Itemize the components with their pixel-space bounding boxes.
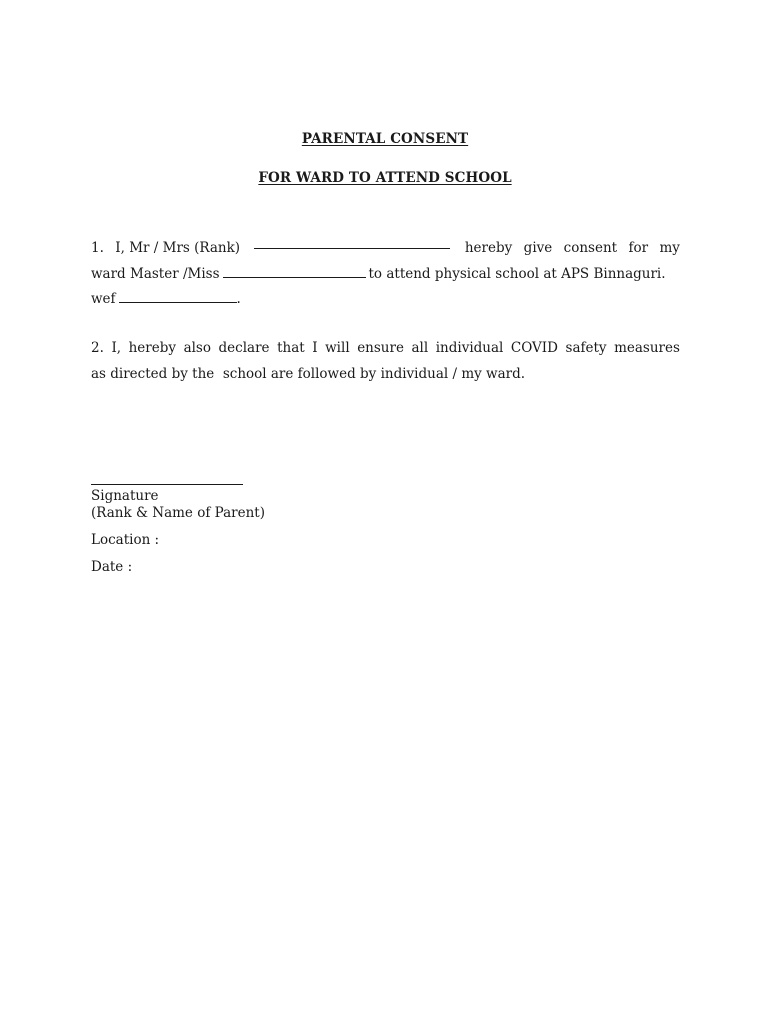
signature-line[interactable] — [91, 484, 243, 485]
paragraph-word: all — [411, 340, 429, 356]
paragraph-number: 2. — [91, 340, 104, 356]
paragraph-text: . — [236, 291, 241, 307]
wef-date-blank[interactable] — [119, 290, 237, 303]
paragraph-text: wef — [91, 291, 116, 307]
paragraph-word: consent — [563, 240, 618, 256]
paragraph-word: for — [628, 240, 649, 256]
signature-label: Signature — [91, 488, 159, 504]
paragraph-word: will — [325, 340, 350, 356]
paragraph-text: ward Master /Miss — [91, 265, 220, 282]
paragraph-line — [91, 336, 680, 362]
paragraph-line — [91, 262, 680, 288]
paragraph-word: also — [183, 340, 211, 356]
paragraph-word: I, — [111, 340, 122, 356]
document-title: PARENTAL CONSENT — [301, 131, 469, 147]
paragraph-number: 1. — [91, 240, 104, 256]
rank-name-blank[interactable] — [254, 236, 450, 249]
paragraph-word: my — [659, 240, 680, 256]
consent-paragraph — [91, 236, 680, 313]
declaration-paragraph — [91, 336, 680, 387]
paragraph-line: as directed by the school are followed by individual / my ward. — [91, 365, 526, 382]
paragraph-text: to attend physical school at APS Binnaguri. — [368, 265, 666, 282]
paragraph-text: I, Mr / Mrs (Rank) — [115, 240, 241, 256]
paragraph-word: measures — [614, 340, 680, 356]
date-label: Date : — [91, 559, 133, 575]
paragraph-word: that — [277, 340, 305, 356]
location-label: Location : — [91, 532, 160, 548]
paragraph-line — [91, 236, 680, 262]
paragraph-word: hereby — [128, 340, 177, 356]
ward-name-blank[interactable] — [223, 265, 366, 278]
paragraph-word: ensure — [357, 340, 404, 356]
document-subtitle: FOR WARD TO ATTEND SCHOOL — [258, 170, 512, 186]
paragraph-word: declare — [218, 340, 270, 356]
paragraph-word: hereby — [464, 240, 513, 256]
signature-sublabel: (Rank & Name of Parent) — [91, 505, 265, 521]
paragraph-line — [91, 287, 680, 313]
paragraph-word: give — [523, 240, 553, 256]
paragraph-word: COVID — [510, 340, 558, 356]
paragraph-word: I — [312, 340, 318, 356]
paragraph-word: individual — [435, 340, 504, 356]
paragraph-word: safety — [565, 340, 607, 356]
